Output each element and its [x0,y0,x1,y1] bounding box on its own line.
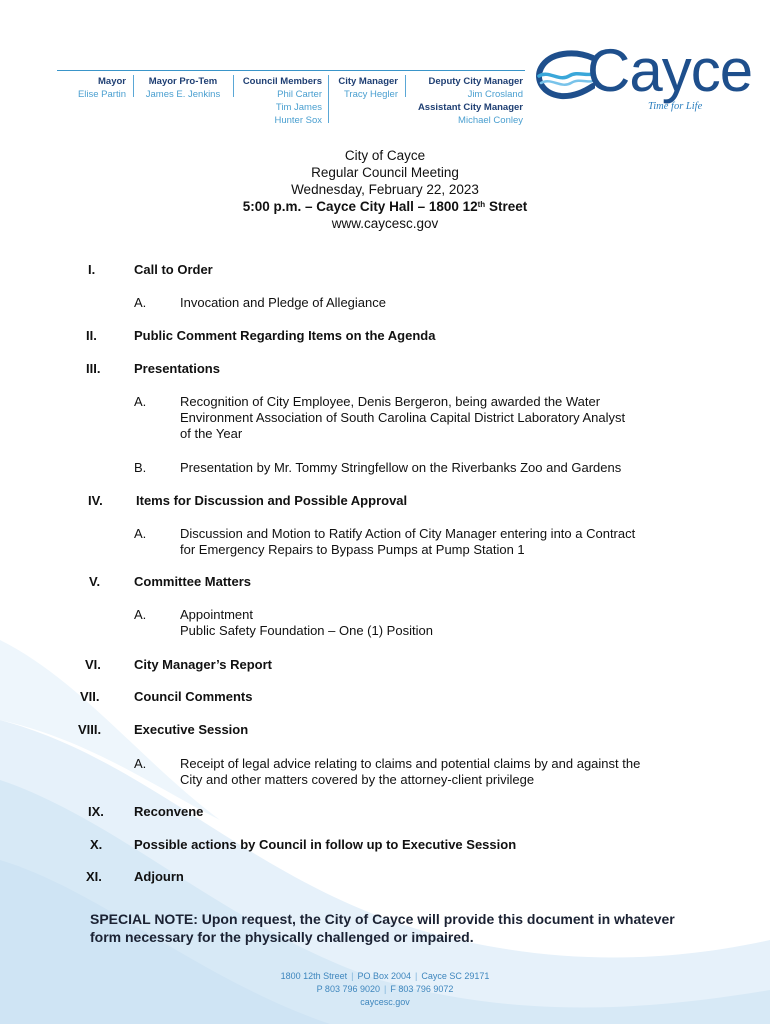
footer-po-box: PO Box 2004 [357,971,412,981]
agenda-heading: Presentations [134,361,220,376]
sub-line: Appointment [180,607,253,622]
special-note-text: Upon request, the City of Cayce will provide this document in whatever form necessary for the physically challenged or impaired. [90,911,675,945]
agenda-number: X. [90,837,103,852]
footer-divider: | [415,971,418,981]
title-line: City of Cayce [344,148,426,163]
official-name: Jim Crosland [467,89,523,100]
official-role: Deputy City Manager [428,76,523,87]
official-role: Assistant City Manager [417,102,523,113]
agenda-sub-text [180,526,690,558]
official-name: Tracy Hegler [343,89,398,100]
meeting-time-location [0,198,770,215]
sub-line: Recognition of City Employee, Denis Bergeron, being awarded the Water [180,394,601,409]
agenda-sub-text [180,756,700,788]
agenda-sub-letter: A. [134,526,147,541]
official-mayor-pro-tem [138,75,228,101]
agenda-number: V. [89,574,101,589]
agenda-heading: Council Comments [134,689,253,704]
footer-divider: | [351,971,354,981]
agenda-number: I. [88,262,96,277]
official-mayor [60,75,126,101]
agenda-number: VII. [80,689,100,704]
agenda-number: II. [86,328,97,343]
title-sup: th [477,200,486,209]
sub-line: Environment Association of South Carolina Capital District Laboratory Analyst [180,410,626,425]
special-note [90,910,700,946]
official-role: Mayor Pro-Tem [148,76,218,87]
agenda-number: VIII. [78,722,102,737]
cayce-logo [535,37,753,122]
agenda-sub-text [180,394,690,442]
agenda-sub-text [180,607,690,639]
agenda-heading: City Manager’s Report [134,657,272,672]
official-role: Council Members [242,76,322,87]
sub-line: Invocation and Pledge of Allegiance [180,295,386,310]
agenda-heading: Reconvene [134,804,204,819]
official-role: Mayor [98,76,126,87]
title-line: Regular Council Meeting [311,165,459,180]
footer [0,970,770,1009]
official-deputy-city-manager [405,75,523,127]
agenda-sub-text [180,460,690,476]
divider [233,75,234,97]
footer-website[interactable]: caycesc.gov [360,997,410,1007]
special-note-label: SPECIAL NOTE: [90,911,198,927]
agenda-sub-letter: A. [134,394,147,409]
official-name: Elise Partin [77,89,126,100]
official-council-members [236,75,322,127]
agenda-number: IX. [88,804,104,819]
official-name: Tim James [275,102,322,113]
agenda-number: XI. [86,869,102,884]
divider [328,75,329,123]
meeting-title [0,147,770,232]
official-name: Michael Conley [458,115,523,126]
agenda-number: III. [86,361,101,376]
footer-street: 1800 12th Street [280,971,348,981]
footer-phone: P 803 796 9020 [316,984,380,994]
sub-line: Receipt of legal advice relating to claims and potential claims by and against the [180,756,641,771]
sub-line: Presentation by Mr. Tommy Stringfellow on the Riverbanks Zoo and Gardens [180,460,622,475]
agenda-heading: Committee Matters [134,574,252,589]
footer-address [0,970,770,983]
sub-line: for Emergency Repairs to Bypass Pumps at Pump Station 1 [180,542,525,557]
footer-phones [0,983,770,996]
sub-line: Public Safety Foundation – One (1) Position [180,623,433,638]
agenda-number: IV. [88,493,103,508]
agenda-heading: Possible actions by Council in follow up to Executive Session [134,837,517,852]
wave-logo-icon [535,50,595,100]
sub-line: of the Year [180,426,243,441]
sub-line: Discussion and Motion to Ratify Action of City Manager entering into a Contract [180,526,636,541]
footer-divider: | [384,984,387,994]
agenda-heading: Public Comment Regarding Items on the Agenda [134,328,436,343]
agenda-heading: Adjourn [134,869,184,884]
official-name: James E. Jenkins [145,89,221,100]
title-line: Wednesday, February 22, 2023 [291,182,479,197]
footer-fax: F 803 796 9072 [390,984,454,994]
agenda-heading: Call to Order [134,262,213,277]
title-text: 5:00 p.m. – Cayce City Hall – 1800 12 [242,199,478,214]
official-name: Hunter Sox [274,115,322,126]
sub-line: City and other matters covered by the attorney-client privilege [180,772,535,787]
logo-tagline: Time for Life [648,101,703,112]
title-text: Street [485,199,528,214]
website-line: www.caycesc.gov [331,216,439,231]
official-name: Phil Carter [277,89,322,100]
agenda-sub-text [180,295,690,311]
agenda-heading: Executive Session [134,722,249,737]
official-role: City Manager [338,76,398,87]
agenda-heading: Items for Discussion and Possible Approval [136,493,408,508]
agenda-sub-letter: A. [134,756,147,771]
agenda-sub-letter: A. [134,295,147,310]
agenda-number: VI. [85,657,101,672]
footer-city: Cayce SC 29171 [421,971,490,981]
logo-wordmark: Cayce [587,37,753,104]
official-city-manager [332,75,398,101]
agenda-sub-letter: B. [134,460,147,475]
agenda-sub-letter: A. [134,607,147,622]
header-rule [57,70,525,71]
divider [133,75,134,97]
